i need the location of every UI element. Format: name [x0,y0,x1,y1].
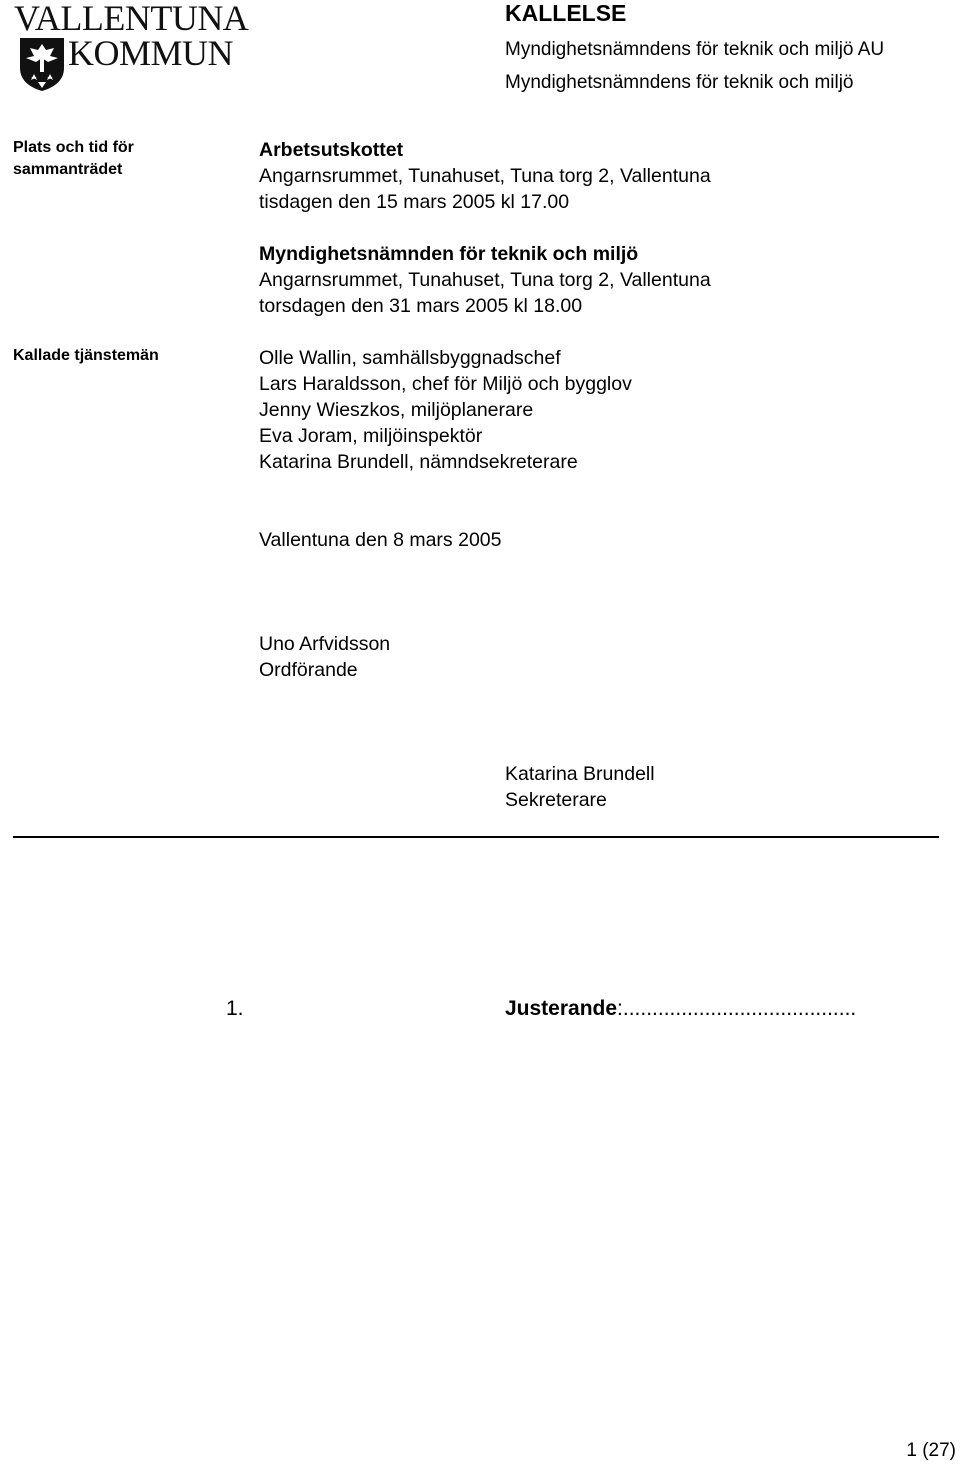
meeting-label-line-2: sammanträdet [13,161,123,178]
officials-label: Kallade tjänstemän [13,347,159,364]
page-number: 1 (27) [906,1440,956,1461]
chair-signature [259,631,390,683]
list-item: Lars Haraldsson, chef för Miljö och bygglov [259,373,632,395]
secretary-signature [505,761,655,813]
chair-name: Uno Arfvidsson [259,633,391,655]
coat-of-arms-icon [18,36,66,92]
list-item: Jenny Wieszkos, miljöplanerare [259,399,534,421]
list-item: Eva Joram, miljöinspektör [259,425,483,447]
meeting-label-line-1: Plats och tid för [13,139,134,156]
session-place: Angarnsrummet, Tunahuset, Tuna torg 2, Vallentuna [259,165,711,187]
meeting-label [13,137,134,181]
committee-line-1: Myndighetsnämndens för teknik och miljö AU [505,39,885,60]
session-name: Arbetsutskottet [259,139,404,161]
agenda-item-title [505,997,856,1021]
agenda-item-dots: :........................................ [617,997,857,1020]
secretary-name: Katarina Brundell [505,763,655,785]
chair-title: Ordförande [259,659,358,681]
session-place: Angarnsrummet, Tunahuset, Tuna torg 2, Vallentuna [259,269,711,291]
agenda-item-number: 1. [226,997,244,1020]
logo-line-2: KOMMUN [68,33,234,73]
agenda-item-label: Justerande [505,997,618,1020]
document-title: KALLELSE [505,0,627,26]
date-line: Vallentuna den 8 mars 2005 [259,529,502,551]
session-time: tisdagen den 15 mars 2005 kl 17.00 [259,191,570,213]
committee-line-2: Myndighetsnämndens för teknik och miljö [505,72,854,93]
list-item: Olle Wallin, samhällsbyggnadschef [259,347,561,369]
municipality-logo [6,0,251,96]
officials-list [259,345,632,475]
list-item: Katarina Brundell, nämndsekreterare [259,451,578,473]
divider [13,836,939,838]
secretary-title: Sekreterare [505,789,607,811]
logo-line-1: VALLENTUNA [14,0,249,38]
session-name: Myndighetsnämnden för teknik och miljö [259,243,639,265]
session-2 [259,241,711,319]
session-time: torsdagen den 31 mars 2005 kl 18.00 [259,295,583,317]
session-1 [259,137,711,215]
